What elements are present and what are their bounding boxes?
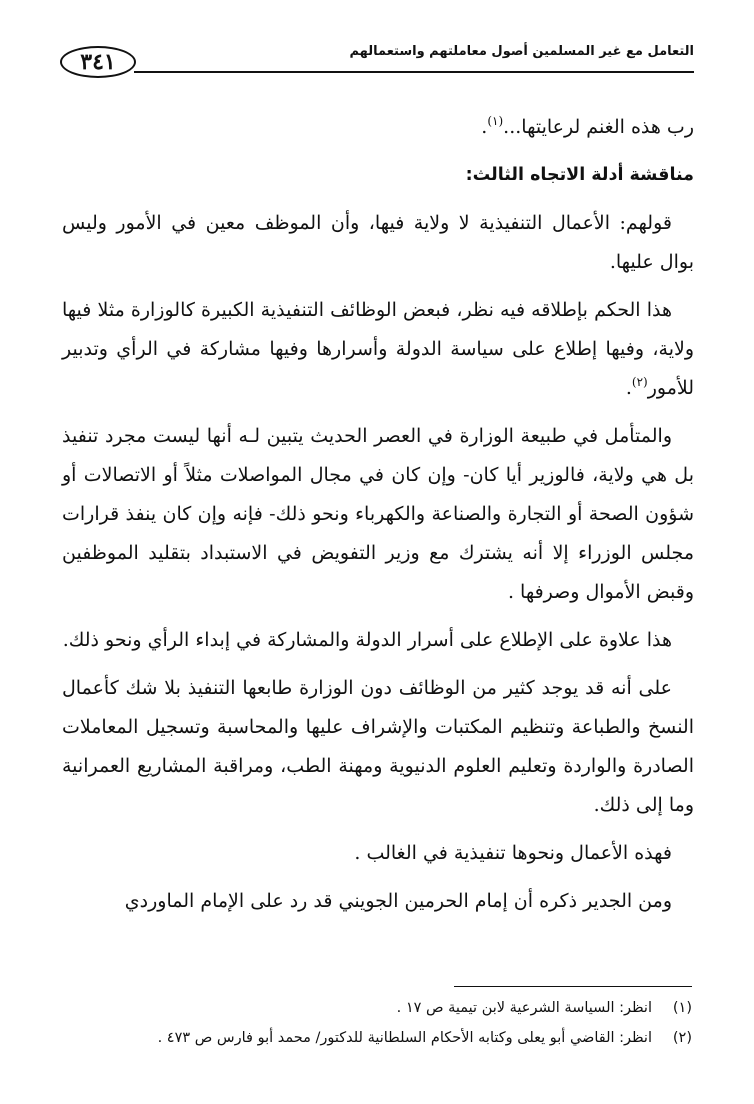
- body-text: [62, 108, 694, 930]
- paragraph-2: قولهم: الأعمال التنفيذية لا ولاية فيها، وأن الموظف معين في الأمور وليس بوال عليها.: [62, 212, 694, 273]
- section-heading: مناقشة أدلة الاتجاه الثالث:: [465, 165, 694, 185]
- paragraph-1-text: رب هذه الغنم لرعايتها...: [503, 116, 694, 138]
- footnote-ref-2: (٢): [631, 375, 648, 389]
- footnote-2-text: انظر: القاضي أبو يعلى وكتابه الأحكام السلطانية للدكتور/ محمد أبو فارس ص ٤٧٣ .: [157, 1030, 652, 1046]
- footnote-1: [60, 993, 692, 1023]
- footnote-2-number: (٢): [672, 1030, 692, 1046]
- paragraph-6: على أنه قد يوجد كثير من الوظائف دون الوزارة طابعها التنفيذ بلا شك كأعمال النسخ والطباعة وتنظيم المكتبات والإشراف عليها والمحاسبة وتسجيل المعاملات الصادرة والواردة وتعليم العلوم الدنيوية ومهنة الطب، ومراقبة المشاريع العمرانية وما إلى ذلك.: [62, 677, 694, 816]
- page-header: [60, 38, 694, 78]
- header-rule: [134, 71, 694, 73]
- page-number: ٣٤١: [60, 46, 136, 78]
- footnote-1-number: (١): [672, 1000, 692, 1016]
- paragraph-8: ومن الجدير ذكره أن إمام الحرمين الجويني قد رد على الإمام الماوردي: [124, 890, 672, 912]
- footnote-2: [60, 1023, 692, 1053]
- footnote-ref-1: (١): [487, 114, 504, 128]
- paragraph-3: [62, 291, 694, 408]
- paragraph-3-text: هذا الحكم بإطلاقه فيه نظر، فبعض الوظائف التنفيذية الكبيرة كالوزارة مثلا فيها ولاية، وفيها إطلاع على سياسة الدولة وأسرارها وفيها مشاركة في الرأي وتدبير للأمور: [62, 299, 694, 399]
- paragraph-1-end: .: [481, 116, 488, 138]
- footnote-rule: [454, 986, 692, 987]
- paragraph-5: هذا علاوة على الإطلاع على أسرار الدولة والمشاركة في إبداء الرأي ونحو ذلك.: [62, 629, 672, 651]
- running-title: التعامل مع غير المسلمين أصول معاملتهم واستعمالهم: [349, 44, 694, 59]
- footnotes: [60, 993, 692, 1053]
- paragraph-1: [62, 108, 694, 147]
- paragraph-7: فهذه الأعمال ونحوها تنفيذية في الغالب .: [354, 842, 672, 864]
- paragraph-3-end: .: [625, 377, 632, 399]
- paragraph-4: والمتأمل في طبيعة الوزارة في العصر الحديث يتبين لـه أنها ليست مجرد تنفيذ بل هي ولاية، فالوزير أيا كان- وإن كان في مجال المواصلات مثلاً أو الاتصالات أو شؤون الصحة أو التجارة والصناعة والكهرباء ونحو ذلك- فإنه وإن كان ينفذ قرارات مجلس الوزراء إلا أنه يشترك مع وزير التفويض في الاستبداد بتقليد الموظفين وقبض الأموال وصرفها .: [62, 425, 694, 603]
- footnote-1-text: انظر: السياسة الشرعية لابن تيمية ص ١٧ .: [396, 1000, 652, 1016]
